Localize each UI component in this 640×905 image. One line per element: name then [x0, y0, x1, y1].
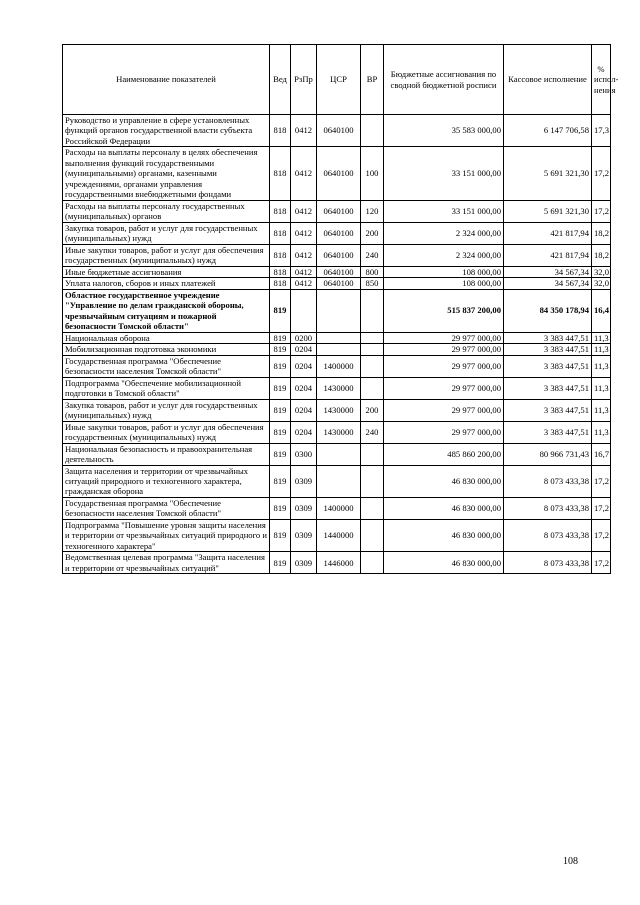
cell-name: Национальная оборона — [63, 332, 270, 343]
cell-budget: 46 830 000,00 — [384, 519, 504, 551]
cell-rzpr: 0412 — [291, 222, 317, 244]
cell-name: Защита населения и территории от чрезвычайных ситуаций природного и техногенного характера, гражданская оборона — [63, 465, 270, 497]
cell-pct: 17,2 — [592, 147, 611, 200]
cell-budget: 29 977 000,00 — [384, 377, 504, 399]
cell-name: Национальная безопасность и правоохранительная деятельность — [63, 443, 270, 465]
cell-cash: 3 383 447,51 — [504, 344, 592, 355]
cell-vr — [361, 115, 384, 147]
table-row — [63, 200, 611, 222]
cell-vr — [361, 289, 384, 332]
table-row — [63, 377, 611, 399]
cell-cash: 34 567,34 — [504, 266, 592, 277]
cell-vr — [361, 497, 384, 519]
cell-rzpr: 0204 — [291, 421, 317, 443]
table-row — [63, 355, 611, 377]
cell-cash: 3 383 447,51 — [504, 399, 592, 421]
cell-name: Мобилизационная подготовка экономики — [63, 344, 270, 355]
cell-csr — [317, 443, 361, 465]
cell-rzpr: 0412 — [291, 278, 317, 289]
cell-cash: 3 383 447,51 — [504, 421, 592, 443]
table-row — [63, 278, 611, 289]
cell-csr: 0640100 — [317, 115, 361, 147]
cell-budget: 485 860 200,00 — [384, 443, 504, 465]
cell-pct: 11,3 — [592, 332, 611, 343]
cell-budget: 108 000,00 — [384, 278, 504, 289]
cell-budget: 33 151 000,00 — [384, 200, 504, 222]
cell-cash: 421 817,94 — [504, 244, 592, 266]
cell-vr: 120 — [361, 200, 384, 222]
cell-rzpr: 0204 — [291, 399, 317, 421]
cell-csr: 0640100 — [317, 266, 361, 277]
cell-rzpr: 0204 — [291, 355, 317, 377]
cell-vr — [361, 377, 384, 399]
cell-ved: 818 — [270, 200, 291, 222]
table-row — [63, 115, 611, 147]
cell-ved: 819 — [270, 465, 291, 497]
header-cash: Кассовое исполнение — [504, 45, 592, 115]
cell-vr — [361, 519, 384, 551]
cell-ved: 819 — [270, 289, 291, 332]
cell-pct: 11,3 — [592, 399, 611, 421]
cell-pct: 32,0 — [592, 266, 611, 277]
cell-budget: 29 977 000,00 — [384, 332, 504, 343]
cell-vr — [361, 465, 384, 497]
cell-cash: 421 817,94 — [504, 222, 592, 244]
cell-vr — [361, 552, 384, 574]
cell-cash: 8 073 433,38 — [504, 465, 592, 497]
cell-pct: 17,3 — [592, 115, 611, 147]
cell-csr — [317, 344, 361, 355]
cell-vr — [361, 443, 384, 465]
cell-pct: 17,2 — [592, 552, 611, 574]
cell-csr: 1446000 — [317, 552, 361, 574]
cell-ved: 818 — [270, 222, 291, 244]
cell-cash: 8 073 433,38 — [504, 552, 592, 574]
cell-budget: 46 830 000,00 — [384, 552, 504, 574]
cell-vr — [361, 332, 384, 343]
cell-cash: 5 691 321,30 — [504, 147, 592, 200]
cell-name: Ведомственная целевая программа "Защита населения и территории от чрезвычайных ситуаций" — [63, 552, 270, 574]
cell-cash: 34 567,34 — [504, 278, 592, 289]
cell-csr: 1430000 — [317, 377, 361, 399]
table-row — [63, 289, 611, 332]
cell-budget: 2 324 000,00 — [384, 222, 504, 244]
table-row — [63, 443, 611, 465]
cell-pct: 11,3 — [592, 421, 611, 443]
cell-rzpr: 0309 — [291, 465, 317, 497]
cell-name: Государственная программа "Обеспечение безопасности населения Томской области" — [63, 355, 270, 377]
cell-pct: 32,0 — [592, 278, 611, 289]
cell-csr: 1440000 — [317, 519, 361, 551]
cell-name: Иные закупки товаров, работ и услуг для обеспечения государственных (муниципальных) нужд — [63, 421, 270, 443]
cell-cash: 3 383 447,51 — [504, 355, 592, 377]
cell-ved: 819 — [270, 332, 291, 343]
cell-ved: 819 — [270, 497, 291, 519]
cell-cash: 8 073 433,38 — [504, 497, 592, 519]
cell-rzpr: 0412 — [291, 244, 317, 266]
cell-name: Уплата налогов, сборов и иных платежей — [63, 278, 270, 289]
cell-name: Областное государственное учреждение "Управление по делам гражданской обороны, чрезвычайным ситуациям и пожарной безопасности Томской области" — [63, 289, 270, 332]
cell-name: Руководство и управление в сфере установленных функций органов государственной власти субъекта Российской Федерации — [63, 115, 270, 147]
cell-name: Подпрограмма "Обеспечение мобилизационной подготовки в Томской области" — [63, 377, 270, 399]
cell-vr: 850 — [361, 278, 384, 289]
cell-vr: 200 — [361, 222, 384, 244]
cell-pct: 17,2 — [592, 519, 611, 551]
page-number: 108 — [563, 856, 578, 867]
cell-budget: 33 151 000,00 — [384, 147, 504, 200]
cell-ved: 818 — [270, 278, 291, 289]
cell-csr: 0640100 — [317, 147, 361, 200]
cell-name: Закупка товаров, работ и услуг для государственных (муниципальных) нужд — [63, 399, 270, 421]
cell-vr — [361, 355, 384, 377]
cell-csr: 0640100 — [317, 244, 361, 266]
cell-budget: 46 830 000,00 — [384, 465, 504, 497]
table-row — [63, 244, 611, 266]
header-vr: ВР — [361, 45, 384, 115]
cell-ved: 818 — [270, 244, 291, 266]
cell-rzpr: 0412 — [291, 147, 317, 200]
table-row — [63, 497, 611, 519]
cell-vr: 240 — [361, 421, 384, 443]
cell-vr: 240 — [361, 244, 384, 266]
cell-csr: 1400000 — [317, 355, 361, 377]
cell-csr — [317, 465, 361, 497]
table-row — [63, 266, 611, 277]
table-row — [63, 222, 611, 244]
cell-rzpr: 0300 — [291, 443, 317, 465]
cell-cash: 84 350 178,94 — [504, 289, 592, 332]
cell-budget: 29 977 000,00 — [384, 344, 504, 355]
cell-budget: 46 830 000,00 — [384, 497, 504, 519]
cell-rzpr: 0309 — [291, 552, 317, 574]
cell-csr: 1430000 — [317, 399, 361, 421]
cell-csr: 0640100 — [317, 222, 361, 244]
cell-pct: 11,3 — [592, 377, 611, 399]
cell-rzpr: 0204 — [291, 344, 317, 355]
cell-csr — [317, 289, 361, 332]
cell-cash: 6 147 706,58 — [504, 115, 592, 147]
header-rzpr: РзПр — [291, 45, 317, 115]
cell-rzpr: 0309 — [291, 519, 317, 551]
table-header-row — [63, 45, 611, 115]
cell-cash: 3 383 447,51 — [504, 332, 592, 343]
cell-cash: 5 691 321,30 — [504, 200, 592, 222]
header-csr: ЦСР — [317, 45, 361, 115]
cell-name: Иные закупки товаров, работ и услуг для обеспечения государственных (муниципальных) нужд — [63, 244, 270, 266]
cell-ved: 819 — [270, 344, 291, 355]
cell-budget: 29 977 000,00 — [384, 355, 504, 377]
cell-budget: 35 583 000,00 — [384, 115, 504, 147]
header-budget: Бюджетные ассигнования по сводной бюджетной росписи — [384, 45, 504, 115]
cell-pct: 16,7 — [592, 443, 611, 465]
table-row — [63, 552, 611, 574]
cell-pct: 17,2 — [592, 497, 611, 519]
cell-ved: 819 — [270, 421, 291, 443]
cell-ved: 819 — [270, 399, 291, 421]
cell-cash: 8 073 433,38 — [504, 519, 592, 551]
cell-ved: 819 — [270, 519, 291, 551]
table-row — [63, 344, 611, 355]
cell-csr: 0640100 — [317, 278, 361, 289]
table-row — [63, 399, 611, 421]
cell-budget: 29 977 000,00 — [384, 399, 504, 421]
cell-vr: 800 — [361, 266, 384, 277]
cell-csr: 0640100 — [317, 200, 361, 222]
table-row — [63, 332, 611, 343]
cell-budget: 2 324 000,00 — [384, 244, 504, 266]
cell-name: Государственная программа "Обеспечение безопасности населения Томской области" — [63, 497, 270, 519]
cell-ved: 819 — [270, 443, 291, 465]
cell-vr: 100 — [361, 147, 384, 200]
cell-pct: 11,3 — [592, 344, 611, 355]
cell-budget: 29 977 000,00 — [384, 421, 504, 443]
cell-cash: 80 966 731,43 — [504, 443, 592, 465]
cell-pct: 18,2 — [592, 222, 611, 244]
cell-vr — [361, 344, 384, 355]
cell-name: Расходы на выплаты персоналу государственных (муниципальных) органов — [63, 200, 270, 222]
cell-ved: 819 — [270, 552, 291, 574]
header-ved: Вед — [270, 45, 291, 115]
cell-cash: 3 383 447,51 — [504, 377, 592, 399]
cell-rzpr: 0309 — [291, 497, 317, 519]
cell-ved: 818 — [270, 266, 291, 277]
cell-budget: 515 837 200,00 — [384, 289, 504, 332]
table-row — [63, 147, 611, 200]
cell-rzpr: 0204 — [291, 377, 317, 399]
budget-table — [62, 44, 619, 574]
table-row — [63, 519, 611, 551]
cell-name: Закупка товаров, работ и услуг для государственных (муниципальных) нужд — [63, 222, 270, 244]
cell-pct: 17,2 — [592, 200, 611, 222]
cell-csr: 1430000 — [317, 421, 361, 443]
cell-ved: 818 — [270, 147, 291, 200]
cell-pct: 16,4 — [592, 289, 611, 332]
cell-csr: 1400000 — [317, 497, 361, 519]
cell-pct: 18,2 — [592, 244, 611, 266]
cell-vr: 200 — [361, 399, 384, 421]
header-pct: % испол-нения — [592, 45, 611, 115]
table-row — [63, 465, 611, 497]
cell-rzpr: 0200 — [291, 332, 317, 343]
cell-pct: 11,3 — [592, 355, 611, 377]
cell-ved: 818 — [270, 115, 291, 147]
cell-rzpr: 0412 — [291, 115, 317, 147]
cell-ved: 819 — [270, 377, 291, 399]
cell-rzpr: 0412 — [291, 266, 317, 277]
cell-name: Расходы на выплаты персоналу в целях обеспечения выполнения функций государственными (муниципальными) органами, казенными учреждениями, органами управления государственными внебюджетными фондами — [63, 147, 270, 200]
cell-csr — [317, 332, 361, 343]
table-row — [63, 421, 611, 443]
cell-pct: 17,2 — [592, 465, 611, 497]
cell-name: Подпрограмма "Повышение уровня защиты населения и территории от чрезвычайных ситуаций природного и техногенного характера" — [63, 519, 270, 551]
cell-rzpr: 0412 — [291, 200, 317, 222]
cell-ved: 819 — [270, 355, 291, 377]
header-name: Наименование показателей — [63, 45, 270, 115]
cell-budget: 108 000,00 — [384, 266, 504, 277]
cell-name: Иные бюджетные ассигнования — [63, 266, 270, 277]
cell-rzpr — [291, 289, 317, 332]
